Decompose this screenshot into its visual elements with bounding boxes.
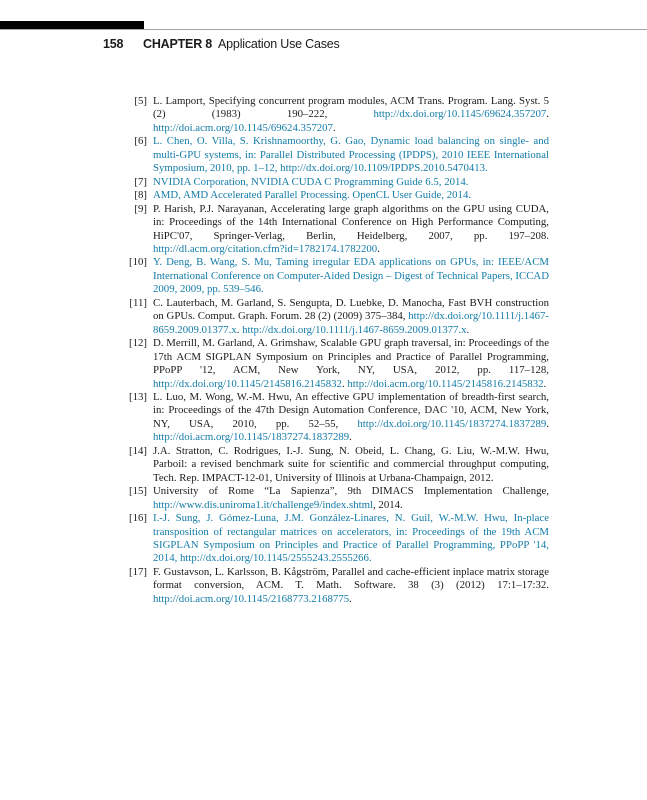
reference-text-run: . [341, 377, 348, 390]
reference-text [153, 391, 549, 445]
header-rule [0, 29, 647, 30]
reference-item [121, 135, 549, 175]
reference-text [153, 512, 549, 566]
reference-link[interactable]: NVIDIA Corporation, NVIDIA CUDA C Programming Guide 6.5, 2014. [153, 175, 469, 188]
reference-link[interactable]: http://www.dis.uniroma1.it/challenge9/index.shtml [153, 498, 374, 511]
reference-link[interactable]: http://doi.acm.org/10.1145/2168773.2168775 [153, 592, 350, 605]
reference-item [121, 391, 549, 445]
reference-number: [10] [129, 256, 147, 269]
reference-text [153, 135, 549, 175]
reference-link[interactable]: http://doi.acm.org/10.1145/2145816.2145832 [347, 377, 544, 390]
reference-item [121, 297, 549, 337]
reference-text-run: . [332, 121, 336, 134]
reference-text [153, 203, 549, 257]
reference-item [121, 203, 549, 257]
reference-text [153, 95, 549, 135]
reference-link[interactable]: L. Chen, O. Villa, S. Krishnamoorthy, G. Gao, Dynamic load balancing on single- and multi-GPU systems, in: Parallel Distributed Processing (IPDPS), 2010 IEEE International Symposium, 2010, pp. 1–12, http://dx.doi.org/10.1109/IPDPS.2010.5470413. [153, 135, 549, 175]
reference-item [121, 337, 549, 391]
chapter-header-bar [0, 21, 144, 29]
reference-text [153, 189, 549, 202]
reference-text-run: . [349, 592, 352, 605]
reference-text-run: P. Harish, P.J. Narayanan, Accelerating large graph algorithms on the GPU using CUDA, in: Proceedings of the 14th International Conference on High Performance Computing, HiPC'07, Springer-Verlag, Berlin, Heidelberg, 2007, pp. 197–208. [153, 202, 549, 242]
reference-text-run: . [466, 323, 470, 336]
reference-item [121, 566, 549, 606]
reference-text-run: . [546, 417, 549, 430]
reference-text-run: D. Merrill, M. Garland, A. Grimshaw, Scalable GPU graph traversal, in: Proceedings of the 17th ACM SIGPLAN Symposium on Principles and Practice of Parallel Programming, PPoPP '12, ACM, New York, NY, USA, 2012, pp. 117–128, [153, 337, 549, 377]
reference-text-run: . [543, 377, 547, 390]
reference-item [121, 176, 549, 189]
page-number: 158 [103, 37, 124, 51]
running-head [103, 37, 340, 51]
reference-item [121, 189, 549, 202]
reference-text-run: . [349, 431, 352, 444]
reference-link[interactable]: http://dx.doi.org/10.1111/j.1467-8659.2009.01377.x [153, 310, 549, 336]
reference-number: [7] [134, 175, 147, 188]
reference-link[interactable]: I.-J. Sung, J. Gómez-Luna, J.M. González-Linares, N. Guil, W.-M.W. Hwu, In-place transposition of rectangular matrices on accelerators, in: Proceedings of the 19th ACM SIGPLAN Symposium on Principles and Practice of Parallel Programming, PPoPP '14, 2014, http://dx.doi.org/10.1145/2555243.2555266. [153, 512, 549, 565]
chapter-label: CHAPTER 8 [143, 37, 213, 51]
reference-text-run: L. Lamport, Specifying concurrent program modules, ACM Trans. Program. Lang. Syst. 5 (2) (1983) 190–222, [153, 95, 549, 121]
reference-text-run: , 2014. [373, 498, 403, 511]
reference-link[interactable]: http://dl.acm.org/citation.cfm?id=1782174.1782200 [153, 242, 378, 255]
chapter-title: Application Use Cases [218, 37, 340, 51]
reference-link[interactable]: Y. Deng, B. Wang, S. Mu, Taming irregular EDA applications on GPUs, in: IEEE/ACM International Conference on Computer-Aided Design – Digest of Technical Papers, ICCAD 2009, 2009, pp. 539–546. [153, 256, 549, 296]
reference-text-run: University of Rome “La Sapienza”, 9th DIMACS Implementation Challenge, [153, 485, 549, 498]
reference-text [153, 297, 549, 337]
reference-number: [12] [129, 337, 147, 350]
reference-link[interactable]: AMD, AMD Accelerated Parallel Processing. OpenCL User Guide, 2014. [153, 189, 472, 202]
reference-text-run: J.A. Stratton, C. Rodrigues, I.-J. Sung, N. Obeid, L. Chang, G. Liu, W.-M.W. Hwu, Parboil: a revised benchmark suite for scientific and commercial throughput computing, Tech. Rep. IMPACT-12-01, University of Illinois at Urbana-Champaign, 2012. [153, 444, 549, 484]
reference-text [153, 566, 549, 606]
reference-number: [14] [129, 444, 147, 457]
references-list [121, 95, 549, 606]
reference-number: [11] [129, 296, 147, 309]
reference-text [153, 485, 549, 512]
reference-number: [8] [134, 189, 147, 202]
reference-item [121, 445, 549, 485]
reference-text [153, 337, 549, 391]
reference-link[interactable]: http://dx.doi.org/10.1145/1837274.1837289 [357, 417, 547, 430]
reference-number: [17] [129, 565, 147, 578]
reference-link[interactable]: http://doi.acm.org/10.1145/69624.357207 [153, 121, 333, 134]
reference-text-run: C. Lauterbach, M. Garland, S. Sengupta, D. Luebke, D. Manocha, Fast BVH construction on GPUs. Comput. Graph. Forum. 28 (2) (2009) 375–384, [153, 296, 549, 323]
reference-number: [6] [134, 135, 147, 148]
reference-item [121, 95, 549, 135]
reference-text [153, 256, 549, 296]
reference-text-run: L. Luo, M. Wong, W.-M. Hwu, An effective GPU implementation of breadth-first search, in: Proceedings of the 47th Design Automation Conference, DAC '10, ACM, New York, NY, USA, 2010, pp. 52–55, [153, 390, 549, 430]
reference-text-run: . [546, 108, 549, 121]
reference-number: [5] [134, 95, 147, 107]
reference-link[interactable]: http://dx.doi.org/10.1111/j.1467-8659.2009.01377.x [242, 323, 467, 336]
reference-text [153, 176, 549, 189]
reference-number: [16] [129, 512, 147, 525]
reference-text-run: . [236, 323, 243, 336]
reference-link[interactable]: http://doi.acm.org/10.1145/1837274.1837289 [153, 431, 350, 444]
reference-item [121, 512, 549, 566]
reference-item [121, 485, 549, 512]
reference-link[interactable]: http://dx.doi.org/10.1145/2145816.2145832 [153, 377, 342, 390]
reference-text-run: . [377, 242, 380, 255]
reference-text [153, 445, 549, 485]
reference-text-run: F. Gustavson, L. Karlsson, B. Kågström, Parallel and cache-efficient inplace matrix storage format conversion, ACM. T. Math. Software. 38 (3) (2012) 17:1–17:32. [153, 565, 549, 592]
reference-link[interactable]: http://dx.doi.org/10.1145/69624.357207 [373, 108, 547, 121]
reference-number: [13] [129, 390, 147, 403]
reference-number: [15] [129, 485, 147, 498]
reference-item [121, 256, 549, 296]
reference-number: [9] [134, 202, 147, 215]
